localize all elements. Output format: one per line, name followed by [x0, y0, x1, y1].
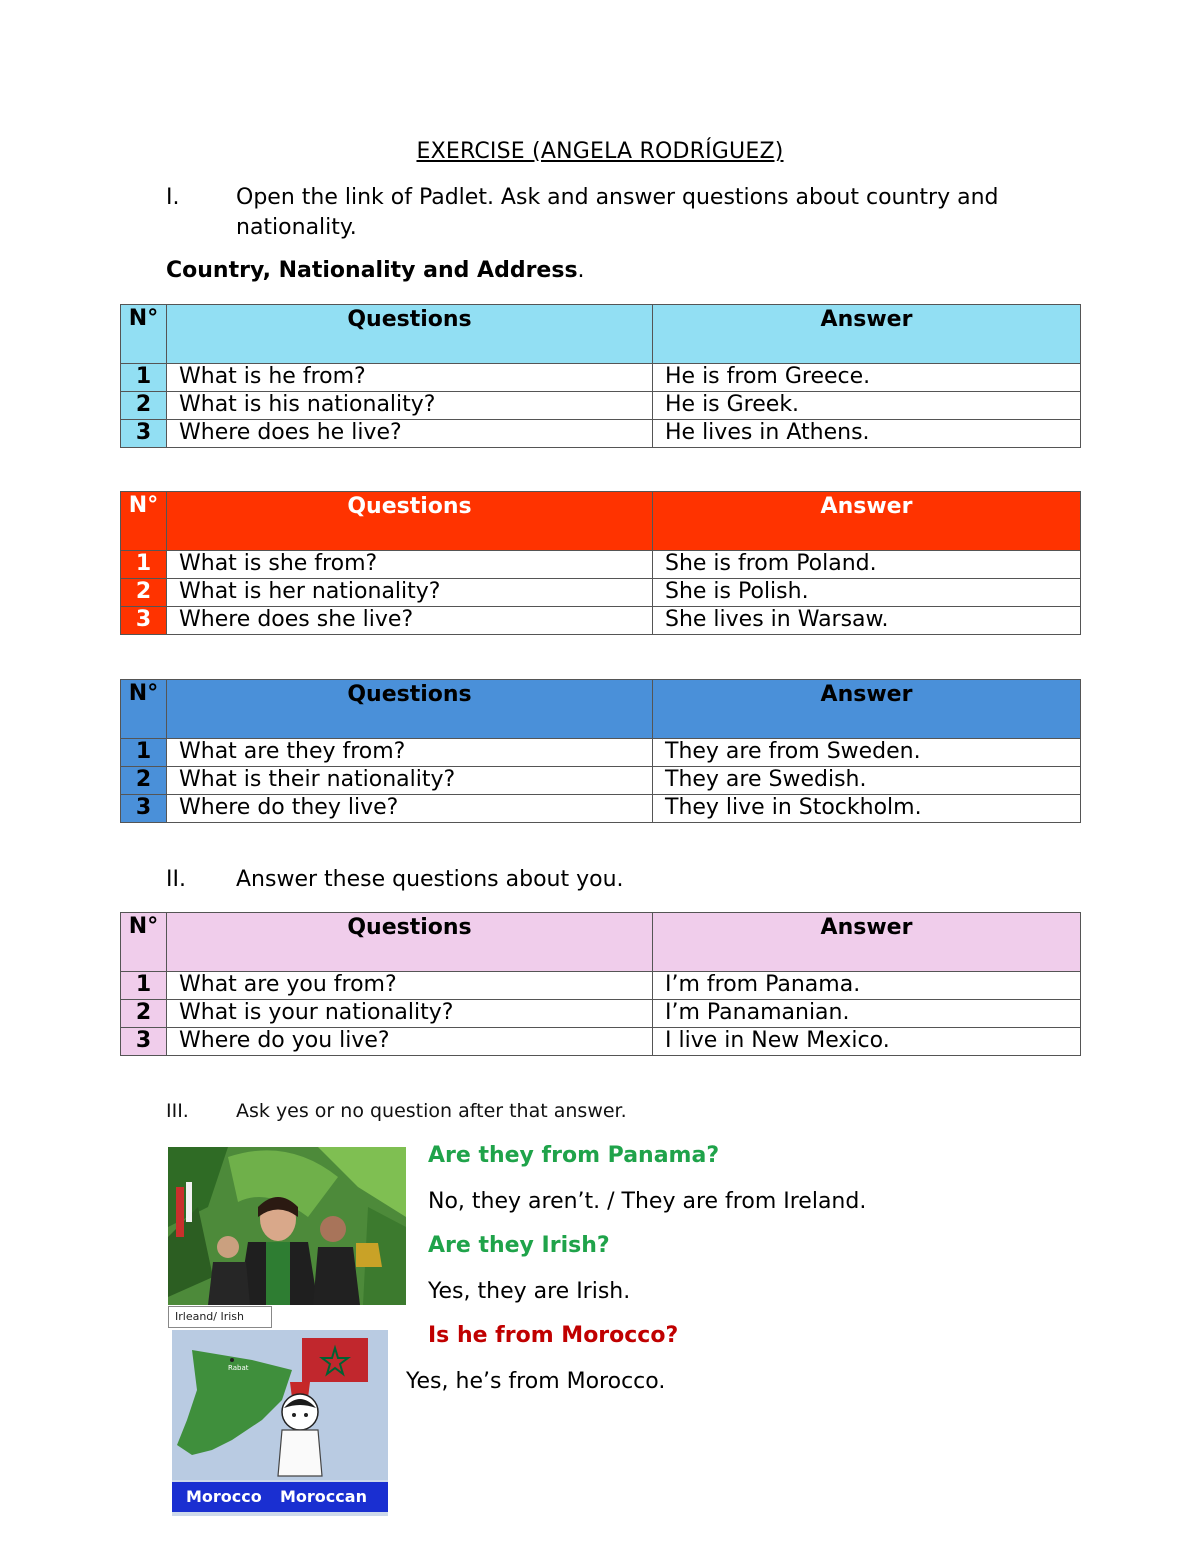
row-question: What are they from?: [167, 739, 653, 767]
table-row: [121, 364, 1081, 392]
table-header-row: [121, 913, 1081, 972]
yesno-question-3: Is he from Morocco?: [428, 1323, 679, 1348]
row-number: 1: [121, 972, 167, 1000]
yesno-answer-1: No, they aren’t. / They are from Ireland.: [428, 1189, 867, 1214]
row-answer: She lives in Warsaw.: [653, 607, 1081, 635]
row-question: What are you from?: [167, 972, 653, 1000]
row-number: 1: [121, 739, 167, 767]
ireland-dancers-image: [168, 1147, 406, 1305]
qa-table-poland: [120, 491, 1081, 635]
subheading-text: Country, Nationality and Address: [166, 258, 578, 283]
page-title: EXERCISE (ANGELA RODRÍGUEZ): [416, 139, 784, 164]
qa-table-sweden: [120, 679, 1081, 823]
row-answer: I’m Panamanian.: [653, 1000, 1081, 1028]
header-questions: Questions: [167, 913, 653, 972]
header-answer: Answer: [653, 913, 1081, 972]
section-2: [166, 865, 1066, 897]
row-number: 3: [121, 1028, 167, 1056]
row-question: What is their nationality?: [167, 767, 653, 795]
row-question: Where does he live?: [167, 420, 653, 448]
section-1-number: I.: [166, 185, 180, 210]
yesno-question-2: Are they Irish?: [428, 1233, 610, 1258]
header-number: N°: [121, 913, 167, 972]
yesno-answer-3: Yes, he’s from Morocco.: [406, 1369, 666, 1394]
row-number: 2: [121, 1000, 167, 1028]
table-row: [121, 420, 1081, 448]
row-answer: She is from Poland.: [653, 551, 1081, 579]
header-number: N°: [121, 492, 167, 551]
header-answer: Answer: [653, 680, 1081, 739]
section-1: [166, 183, 1066, 245]
table-header-row: [121, 305, 1081, 364]
row-answer: They live in Stockholm.: [653, 795, 1081, 823]
row-question: Where does she live?: [167, 607, 653, 635]
table-row: [121, 607, 1081, 635]
qa-table-you: [120, 912, 1081, 1056]
yesno-answer-2: Yes, they are Irish.: [428, 1279, 631, 1304]
row-answer: They are Swedish.: [653, 767, 1081, 795]
row-number: 2: [121, 767, 167, 795]
row-answer: He is from Greece.: [653, 364, 1081, 392]
header-questions: Questions: [167, 305, 653, 364]
qa-table-greece: [120, 304, 1081, 448]
row-question: Where do you live?: [167, 1028, 653, 1056]
yesno-question-1: Are they from Panama?: [428, 1143, 720, 1168]
header-answer: Answer: [653, 492, 1081, 551]
row-question: What is his nationality?: [167, 392, 653, 420]
section-1-text: Open the link of Padlet. Ask and answer questions about country and nationality.: [236, 185, 999, 240]
table-header-row: [121, 680, 1081, 739]
table-row: [121, 767, 1081, 795]
section-2-text: Answer these questions about you.: [236, 867, 624, 892]
row-number: 3: [121, 420, 167, 448]
table-row: [121, 579, 1081, 607]
header-number: N°: [121, 680, 167, 739]
row-answer: I live in New Mexico.: [653, 1028, 1081, 1056]
morocco-map-image: [172, 1330, 388, 1516]
map-city-label: Rabat: [228, 1364, 249, 1372]
row-question: Where do they live?: [167, 795, 653, 823]
row-question: What is she from?: [167, 551, 653, 579]
row-answer: I’m from Panama.: [653, 972, 1081, 1000]
row-number: 3: [121, 607, 167, 635]
table-row: [121, 795, 1081, 823]
row-number: 2: [121, 392, 167, 420]
table-row: [121, 1028, 1081, 1056]
row-question: What is her nationality?: [167, 579, 653, 607]
row-number: 2: [121, 579, 167, 607]
header-questions: Questions: [167, 680, 653, 739]
row-question: What is your nationality?: [167, 1000, 653, 1028]
row-answer: He lives in Athens.: [653, 420, 1081, 448]
ireland-image-caption: Irleand/ Irish: [168, 1306, 272, 1328]
section-3-text: Ask yes or no question after that answer.: [236, 1100, 627, 1122]
table-header-row: [121, 492, 1081, 551]
header-number: N°: [121, 305, 167, 364]
row-answer: He is Greek.: [653, 392, 1081, 420]
morocco-label: Morocco: [186, 1487, 262, 1506]
row-question: What is he from?: [167, 364, 653, 392]
table-row: [121, 551, 1081, 579]
row-answer: She is Polish.: [653, 579, 1081, 607]
row-number: 3: [121, 795, 167, 823]
moroccan-label: Moroccan: [280, 1487, 367, 1506]
row-answer: They are from Sweden.: [653, 739, 1081, 767]
subheading: Country, Nationality and Address.: [166, 258, 585, 283]
table-row: [121, 1000, 1081, 1028]
section-3-number: III.: [166, 1100, 189, 1122]
row-number: 1: [121, 364, 167, 392]
row-number: 1: [121, 551, 167, 579]
header-questions: Questions: [167, 492, 653, 551]
header-answer: Answer: [653, 305, 1081, 364]
table-row: [121, 739, 1081, 767]
table-row: [121, 392, 1081, 420]
table-row: [121, 972, 1081, 1000]
section-2-number: II.: [166, 867, 186, 892]
